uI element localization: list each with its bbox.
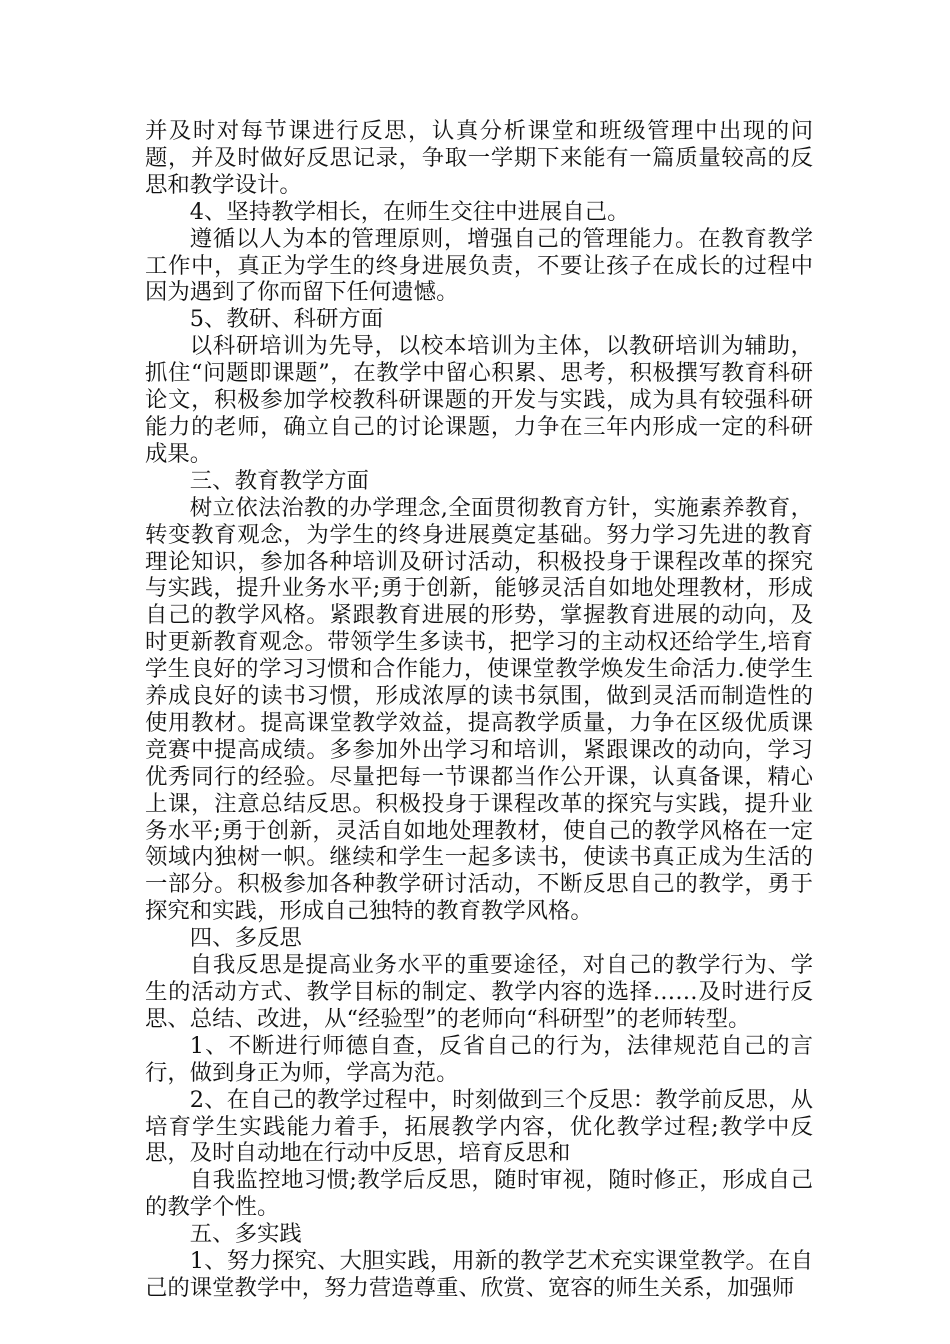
paragraph-self-reflection: 自我反思是提高业务水平的重要途径，对自己的教学行为、学生的活动方式、教学目标的制定、教学内容的选择……及时进行反思、总结、改进，从“经验型”的老师向“科研型”的老师转型。 bbox=[145, 952, 813, 1032]
section-3-heading: 三、教育教学方面 bbox=[189, 467, 369, 494]
paragraph-research: 以科研培训为先导，以校本培训为主体，以教研培训为辅助，抓住“问题即课题”，在教学中留心积累、思考，积极撰写教育科研论文，积极参加学校教科研课题的开发与实践，成为具有较强科研能力的老师，确立自己的讨论课题，力争在三年内形成一定的科研成果。 bbox=[145, 333, 813, 467]
paragraph-three-reflections: 2、在自己的教学过程中，时刻做到三个反思：教学前反思，从培育学生实践能力着手，拓展教学内容，优化教学过程;教学中反思，及时自动地在行动中反思，培育反思和 bbox=[145, 1086, 813, 1167]
item-5-heading: 5、教研、科研方面 bbox=[189, 306, 384, 333]
paragraph-reflection-record: 并及时对每节课进行反思，认真分析课堂和班级管理中出现的问题，并及时做好反思记录，争取一学期下来能有一篇质量较高的反思和教学设计。 bbox=[145, 118, 813, 198]
paragraph-ethics-check: 1、不断进行师德自查，反省自己的行为，法律规范自己的言行，做到身正为师，学高为范。 bbox=[145, 1032, 813, 1086]
paragraph-management: 遵循以人为本的管理原则，增强自己的管理能力。在教育教学工作中，真正为学生的终身进展负责，不要让孩子在成长的过程中因为遇到了你而留下任何遗憾。 bbox=[145, 225, 813, 306]
section-5-heading: 五、多实践 bbox=[189, 1221, 302, 1248]
paragraph-self-monitoring: 自我监控地习惯;教学后反思，随时审视，随时修正，形成自己的教学个性。 bbox=[145, 1167, 813, 1221]
document-body bbox=[145, 118, 813, 1302]
paragraph-practice: 1、努力探究、大胆实践，用新的教学艺术充实课堂教学。在自己的课堂教学中，努力营造尊重、欣赏、宽容的师生关系，加强师 bbox=[145, 1248, 813, 1301]
item-4-heading: 4、坚持教学相长，在师生交往中进展自己。 bbox=[189, 198, 630, 225]
section-4-heading: 四、多反思 bbox=[189, 925, 302, 952]
paragraph-teaching: 树立依法治教的办学理念,全面贯彻教育方针，实施素养教育，转变教育观念，为学生的终身进展奠定基础。努力学习先进的教育理论知识，参加各种培训及研讨活动，积极投身于课程改革的探究与实践，提升业务水平;勇于创新，能够灵活自如地处理教材，形成自己的教学风格。紧跟教育进展的形势，掌握教育进展的动向，及时更新教育观念。带领学生多读书，把学习的主动权还给学生,培育学生良好的学习习惯和合作能力，使课堂教学焕发生命活力.使学生养成良好的读书习惯，形成浓厚的读书氛围，做到灵活而制造性的使用教材。提高课堂教学效益，提高教学质量，力争在区级优质课竞赛中提高成绩。多参加外出学习和培训，紧跟课改的动向，学习优秀同行的经验。尽量把每一节课都当作公开课，认真备课，精心上课，注意总结反思。积极投身于课程改革的探究与实践，提升业务水平;勇于创新，灵活自如地处理教材，使自己的教学风格在一定领域内独树一帜。继续和学生一起多读书，使读书真正成为生活的一部分。积极参加各种教学研讨活动，不断反思自己的教学，勇于探究和实践，形成自己独特的教育教学风格。 bbox=[145, 494, 813, 925]
